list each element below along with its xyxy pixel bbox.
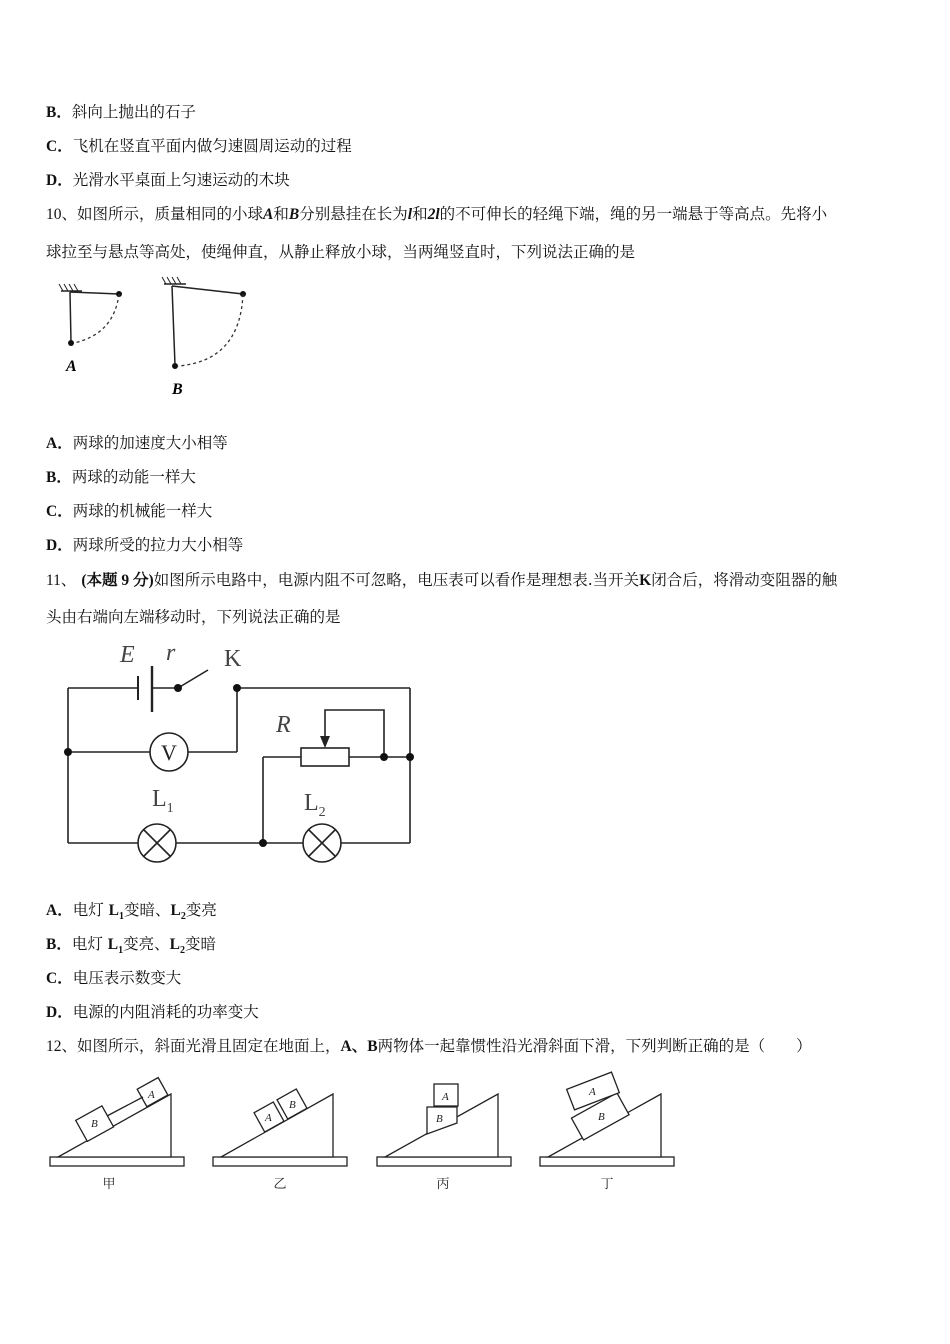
q11-circuit-diagram xyxy=(60,636,430,876)
q9-option-b: B．斜向上抛出的石子 xyxy=(46,103,196,121)
voltmeter-icon xyxy=(150,733,188,771)
q11-option-a: A．电灯 $L_1$变暗、$L_2$变亮 xyxy=(46,901,217,923)
incline-figure-yi xyxy=(213,1089,347,1166)
q11-stem-line2: 头由右端向左端移动时，下列说法正确的是 xyxy=(46,608,341,626)
q10-option-b: B．两球的动能一样大 xyxy=(46,468,196,486)
q11-option-c: C．电压表示数变大 xyxy=(46,969,182,987)
pendulum-b xyxy=(162,277,246,398)
q11-option-b: B．电灯 $L_1$变亮、$L_2$变暗 xyxy=(46,935,216,957)
q10-option-a: A．两球的加速度大小相等 xyxy=(46,434,228,452)
caption-ding: 丁 xyxy=(600,1176,614,1191)
q10-pendulum-figure xyxy=(52,276,262,406)
q11-stem-line1: 11、 (本题 9 分)如图所示电路中，电源内阻不可忽略，电压表可以看作是理想表.当开关K闭合后，将滑动变阻器的触 xyxy=(46,571,838,589)
q11-option-d: D．电源的内阻消耗的功率变大 xyxy=(46,1003,259,1021)
svg-text:B: B xyxy=(598,1111,605,1123)
q10-stem-line2: 球拉至与悬点等高处，使绳伸直，从静止释放小球，当两绳竖直时，下列说法正确的是 xyxy=(46,243,636,261)
pendulum-a xyxy=(59,284,122,375)
label-e: E xyxy=(120,642,135,668)
q9-option-c: C．飞机在竖直平面内做匀速圆周运动的过程 xyxy=(46,137,352,155)
svg-text:V: V xyxy=(161,740,177,765)
label-r: r xyxy=(166,640,176,666)
label-k: K xyxy=(224,646,242,672)
label-a: A xyxy=(66,358,77,375)
q12-stem: 12、如图所示，斜面光滑且固定在地面上，A、B两物体一起靠惯性沿光滑斜面下滑，下列判断正确的是（ ） xyxy=(46,1037,812,1055)
svg-text:B: B xyxy=(289,1099,296,1111)
svg-text:A: A xyxy=(148,1089,155,1101)
q10-option-d: D．两球所受的拉力大小相等 xyxy=(46,536,244,554)
label-b: B xyxy=(172,381,183,398)
q10-stem-line1: 10、如图所示，质量相同的小球A和B分别悬挂在长为l和2l的不可伸长的轻绳下端，绳的另一端悬于等高点。先将小 xyxy=(46,205,828,223)
lamp-l2-icon xyxy=(303,824,341,862)
incline-figure-jia xyxy=(50,1078,184,1166)
caption-jia: 甲 xyxy=(102,1176,116,1191)
label-rheostat: R xyxy=(276,712,291,738)
lamp-l1-icon xyxy=(138,824,176,862)
label-l2: $L_2$ xyxy=(304,790,326,820)
svg-text:A: A xyxy=(442,1091,449,1103)
caption-bing: 丙 xyxy=(436,1176,450,1191)
caption-yi: 乙 xyxy=(273,1176,287,1191)
label-l1: $L_1$ xyxy=(152,786,174,816)
incline-figure-ding xyxy=(540,1072,674,1166)
svg-text:A: A xyxy=(589,1086,596,1098)
svg-text:B: B xyxy=(91,1118,98,1130)
svg-text:B: B xyxy=(436,1113,443,1125)
q9-option-d: D．光滑水平桌面上匀速运动的木块 xyxy=(46,171,290,189)
q10-option-c: C．两球的机械能一样大 xyxy=(46,502,213,520)
q12-incline-figures xyxy=(46,1070,686,1195)
svg-text:A: A xyxy=(265,1112,272,1124)
